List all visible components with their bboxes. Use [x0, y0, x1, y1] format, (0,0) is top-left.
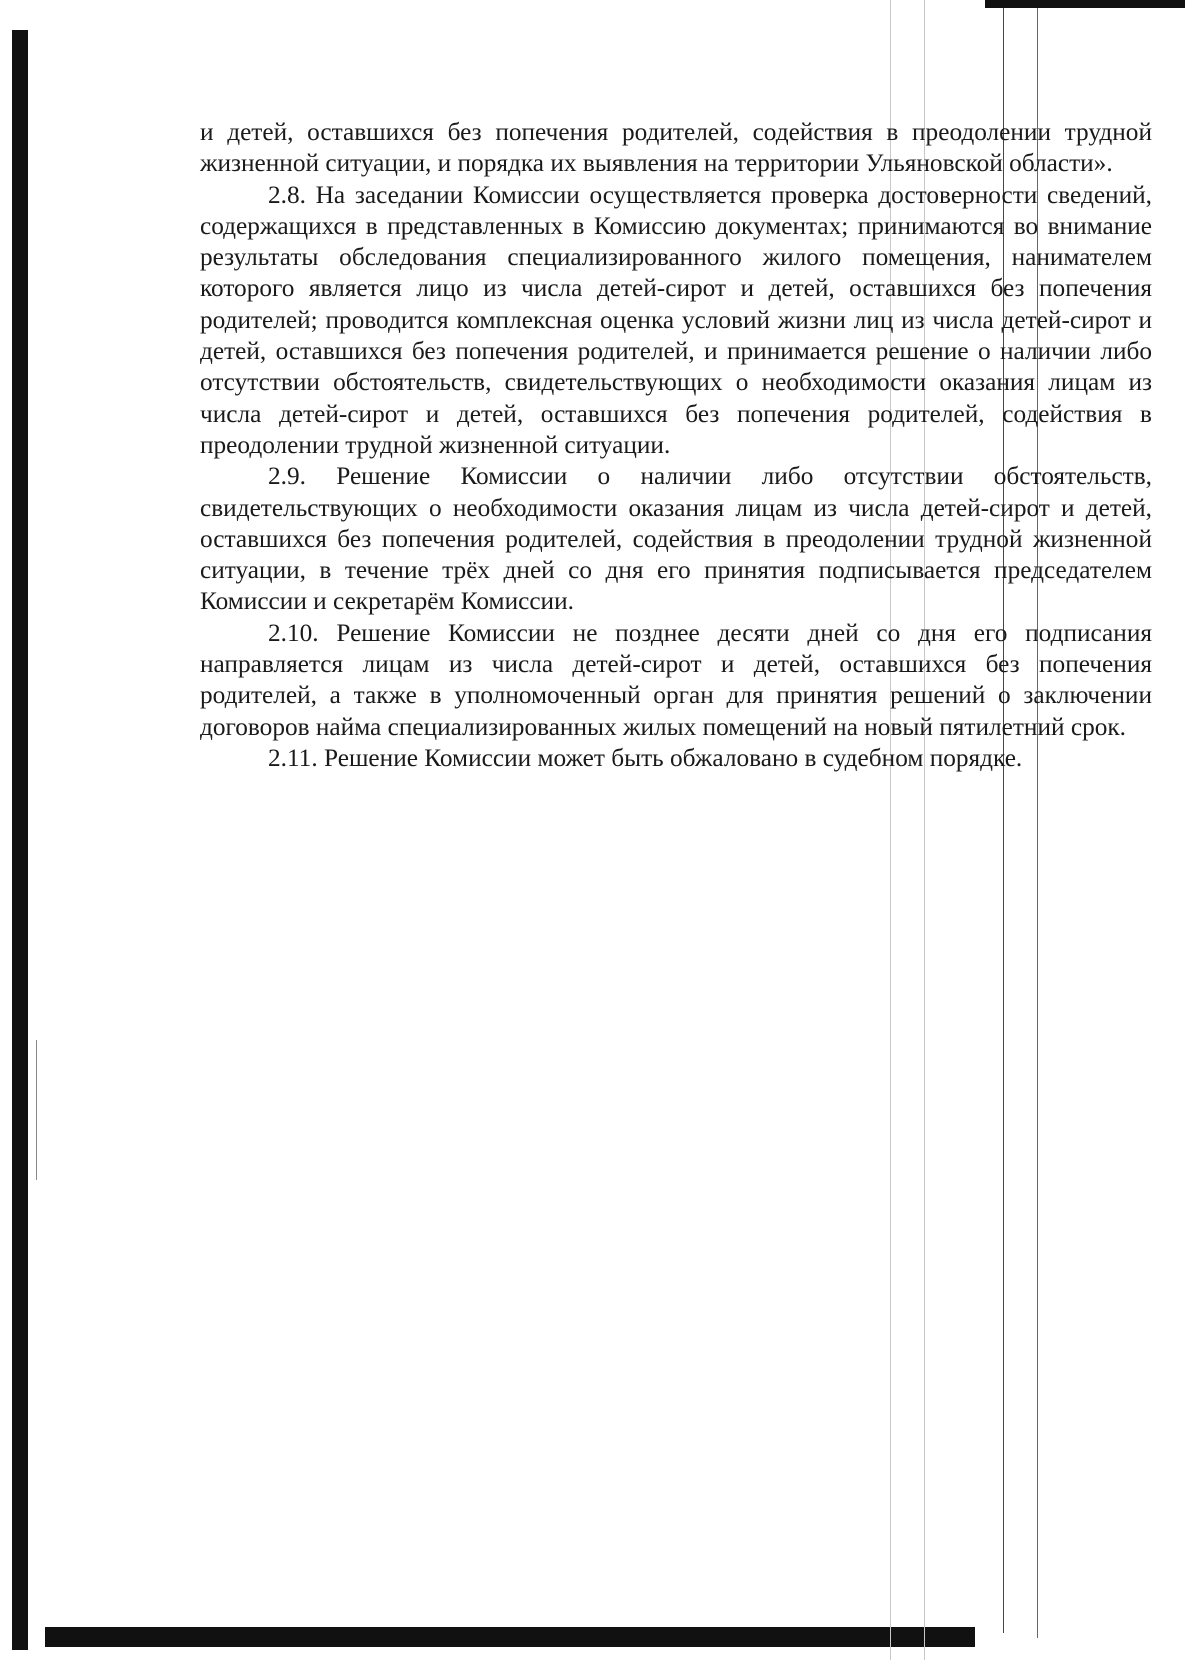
paragraph-text: и детей, оставшихся без попечения родителей, содействия в преодолении трудной жизненной ситуации, и порядка их выявления на территории Ульяновской области». — [200, 118, 1152, 178]
paragraph-text: Решение Комиссии о наличии либо отсутствии обстоятельств, свидетельствующих о необходимости оказания лицам из числа детей-сирот и детей, оставшихся без попечения родителей, содействия в преодолении трудной жизненной ситуации, в течение трёх дней со дня его принятия подписывается председателем Комиссии и секретарём Комиссии. — [200, 462, 1152, 616]
paragraph-text: На заседании Комиссии осуществляется проверка достоверности сведений, содержащихся в представленных в Комиссию документах; принимаются во внимание результаты обследования специализированного жилого помещения, нанимателем которого является лицо из числа детей-сирот и детей, оставшихся без попечения родителей; проводится комплексная оценка условий жизни лиц из числа детей-сирот и детей, оставшихся без попечения родителей, и принимается решение о наличии либо отсутствии обстоятельств, свидетельствующих о необходимости оказания лицам из числа детей-сирот и детей, оставшихся без попечения родителей, содействия в преодолении трудной жизненной ситуации. — [200, 180, 1152, 459]
paragraph-continuation — [200, 117, 1152, 180]
paragraph-2-9 — [200, 461, 1152, 617]
scan-edge-top — [985, 0, 1185, 8]
paragraph-number: 2.8. — [268, 180, 306, 209]
scan-edge-bottom — [45, 1627, 975, 1647]
scan-edge-left — [12, 30, 28, 1650]
paragraph-2-10 — [200, 618, 1152, 743]
document-body — [200, 117, 1152, 774]
paragraph-2-11 — [200, 743, 1152, 774]
paragraph-2-8 — [200, 180, 1152, 462]
paragraph-number: 2.10. — [268, 618, 319, 647]
scan-artifact-line — [36, 1040, 37, 1180]
paragraph-number: 2.9. — [268, 462, 306, 491]
paragraph-number: 2.11. — [268, 743, 318, 772]
paragraph-text: Решение Комиссии может быть обжаловано в судебном порядке. — [323, 743, 1023, 772]
paragraph-text: Решение Комиссии не позднее десяти дней со дня его подписания направляется лицам из числа детей-сирот и детей, оставшихся без попечения родителей, а также в уполномоченный орган для принятия решений о заключении договоров найма специализированных жилых помещений на новый пятилетний срок. — [200, 618, 1152, 741]
